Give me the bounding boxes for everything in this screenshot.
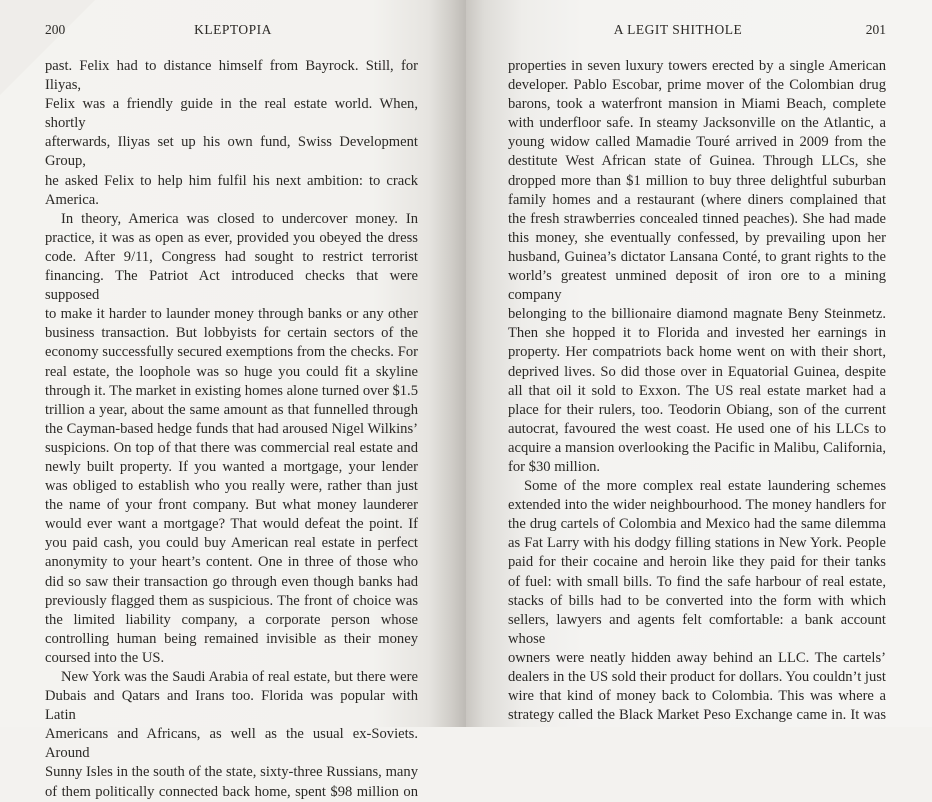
text-line: stacks of bills had to be converted into the form with which (508, 592, 886, 609)
text-line: Felix was a friendly guide in the real estate world. When, shortly (45, 96, 418, 132)
running-head: A LEGIT SHITHOLE (613, 22, 743, 37)
text-line: the limited liability company, a corporate person whose (45, 611, 418, 628)
text-line: husband, Guinea’s dictator Lansana Conté, to grant rights to the (508, 248, 886, 265)
text-line: with underfloor safe. In steamy Jacksonville on the Atlantic, a (508, 115, 886, 132)
text-line: to make it harder to launder money through banks or any other (45, 306, 418, 323)
running-head: KLEPTOPIA (194, 22, 272, 37)
text-line: Then she hopped it to Florida and invested her earnings in (508, 325, 886, 342)
text-line: of them politically connected back home, spent $98 million on (45, 783, 418, 800)
text-line: Sunny Isles in the south of the state, sixty-three Russians, many (45, 764, 418, 781)
text-line: Americans and Africans, as well as the usual ex-Soviets. Around (45, 726, 418, 762)
text-line: autocrat, favoured the west coast. He used one of his LLCs to (508, 420, 886, 437)
text-line: financing. The Patriot Act introduced checks that were supposed (45, 268, 418, 304)
text-line: dropped more than $1 million to buy three delightful suburban (508, 172, 886, 189)
text-line: Dubais and Qatars and Irans too. Florida was popular with Latin (45, 688, 418, 724)
left-page (0, 0, 466, 800)
text-line: strategy called the Black Market Peso Exchange came in. It was (508, 707, 886, 724)
text-line: the fresh strawberries concealed tinned peaches). She had made (508, 210, 886, 227)
text-line: of fuel: with small bills. To find the safe harbour of real estate, (508, 573, 886, 590)
text-line: afterwards, Iliyas set up his own fund, Swiss Development Group, (45, 134, 418, 170)
text-line: world’s greatest unmined deposit of iron ore to a mining company (508, 268, 886, 304)
text-line: acquire a mansion overlooking the Pacific in Malibu, California, (508, 439, 886, 456)
text-line: economy successfully secured exemptions from the checks. For (45, 344, 418, 361)
text-line: wire that kind of money back to Colombia. This was where a (508, 688, 886, 705)
text-line: properties in seven luxury towers erected by a single American (508, 58, 886, 74)
body-text (45, 57, 418, 802)
text-line: young widow called Mamadie Touré arrived in 2009 from the (508, 134, 886, 151)
text-line: place for their rulers, too. Teodorin Obiang, son of the current (508, 401, 886, 418)
text-line: real estate, the loophole was so huge you could fit a skyline (45, 363, 418, 380)
text-line: sellers, lawyers and agents felt comfortable: a bank account whose (508, 611, 886, 647)
text-line: you paid cash, you could buy American real estate in perfect (45, 535, 418, 552)
text-line: property. Her compatriots back home went on with their short, (508, 344, 886, 361)
text-line: code. After 9/11, Congress had sought to restrict terrorist (45, 248, 418, 265)
text-line: was obliged to establish who you really were, rather than just (45, 478, 418, 495)
text-line: anonymity to your heart’s content. One in three of those who (45, 554, 418, 571)
text-line: coursed into the US. (45, 649, 165, 666)
page-number: 201 (865, 22, 886, 37)
text-line: the Cayman-based hedge funds that had aroused Nigel Wilkins’ (45, 420, 418, 437)
text-line: belonging to the billionaire diamond magnate Beny Steinmetz. (508, 306, 886, 323)
text-line: through it. The market in existing homes alone turned over $1.5 (45, 382, 418, 399)
text-line: In theory, America was closed to undercover money. In (61, 210, 418, 227)
body-text (508, 57, 886, 725)
text-line: suspicions. On top of that there was commercial real estate and (45, 439, 418, 456)
text-line: previously flagged them as suspicious. The front of choice was (45, 592, 418, 609)
right-page (466, 0, 932, 727)
text-line: all that oil it sold to Exxon. The US real estate market had a (508, 382, 886, 399)
text-line: destitute West African state of Guinea. Through LLCs, she (508, 153, 886, 170)
page-number: 200 (45, 22, 66, 37)
text-line: did so saw their transaction go through even though banks had (45, 573, 418, 590)
text-line: the drug cartels of Colombia and Mexico had the same dilemma (508, 516, 886, 533)
text-line: dealers in the US sold their product for dollars. You couldn’t just (508, 669, 886, 685)
text-line: America. (45, 191, 99, 208)
text-line: deprived lives. So did those over in Equatorial Guinea, despite (508, 363, 886, 380)
text-line: would ever want a mortgage? That would defeat the point. If (45, 516, 418, 533)
text-line: business transaction. But lobbyists for certain sectors of the (45, 325, 418, 342)
text-line: controlling human being remained invisible as their money (45, 630, 418, 647)
text-line: for $30 million. (508, 458, 601, 475)
text-line: he asked Felix to help him fulfil his next ambition: to crack (45, 172, 418, 189)
text-line: owners were neatly hidden away behind an LLC. The cartels’ (508, 649, 886, 666)
text-line: extended into the wider neighbourhood. The money handlers for (508, 497, 886, 514)
text-line: practice, it was as open as ever, provided you obeyed the dress (45, 229, 418, 246)
text-line: family homes and a restaurant (where diners complained that (508, 191, 886, 208)
text-line: newly built property. If you wanted a mortgage, your lender (45, 458, 418, 475)
text-line: this money, she eventually confessed, by prevailing upon her (508, 229, 886, 246)
text-line: trillion a year, about the same amount as that funnelled through (45, 401, 418, 418)
text-line: Some of the more complex real estate laundering schemes (524, 478, 886, 495)
text-line: as Fat Larry with his dodgy filling stations in New York. People (508, 535, 886, 552)
text-line: New York was the Saudi Arabia of real estate, but there were (61, 669, 418, 685)
text-line: barons, took a waterfront mansion in Miami Beach, complete (508, 96, 886, 113)
text-line: paid for their cocaine and heroin like they paid for their tanks (508, 554, 886, 571)
text-line: developer. Pablo Escobar, prime mover of the Colombian drug (508, 77, 886, 94)
text-line: past. Felix had to distance himself from Bayrock. Still, for Iliyas, (45, 58, 418, 94)
text-line: the name of your front company. But what money launderer (45, 497, 418, 514)
